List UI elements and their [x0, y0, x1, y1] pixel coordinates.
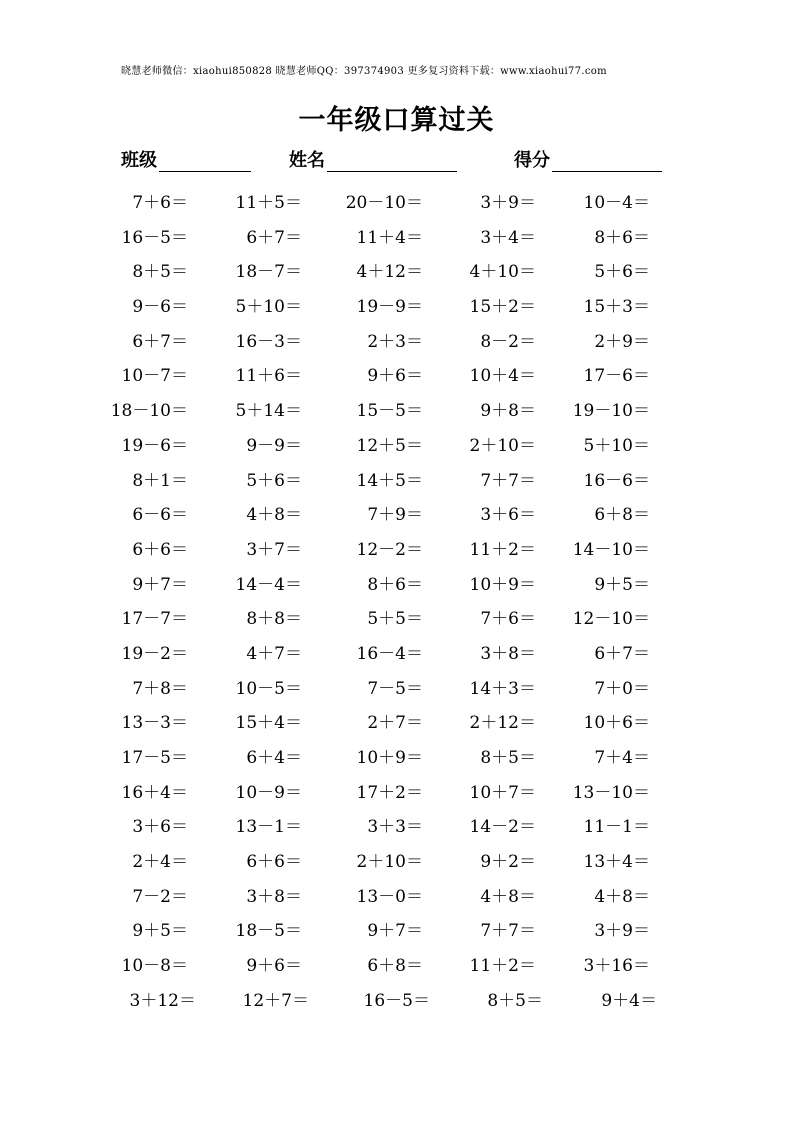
- problem-cell: 16－5＝: [121, 227, 188, 248]
- problem-cell: 19－2＝: [121, 643, 188, 664]
- problem-cell: 14－4＝: [235, 574, 302, 595]
- problem-cell: 7－2＝: [132, 886, 188, 907]
- problem-row: [0, 466, 793, 501]
- problem-cell: 11－1＝: [583, 817, 650, 838]
- problem-cell: 15＋4＝: [235, 713, 302, 734]
- problem-row: [0, 778, 793, 813]
- problem-cell: 16－5＝: [363, 990, 430, 1011]
- problem-row: [0, 431, 793, 466]
- score-field: [514, 146, 662, 172]
- name-blank-line[interactable]: [327, 151, 457, 172]
- problem-cell: 3＋8＝: [246, 886, 302, 907]
- problem-cell: 8＋5＝: [480, 748, 536, 768]
- problem-row: [0, 396, 793, 431]
- problem-cell: 9＋2＝: [480, 852, 536, 873]
- problem-cell: 13－0＝: [356, 886, 423, 907]
- problem-grid: [0, 188, 793, 1021]
- problem-cell: 17－5＝: [121, 748, 188, 768]
- problem-cell: 6＋6＝: [132, 539, 188, 560]
- problem-cell: 7＋4＝: [594, 748, 650, 768]
- problem-cell: 10－9＝: [235, 782, 302, 803]
- problem-row: [0, 500, 793, 535]
- problem-row: [0, 257, 793, 292]
- problem-cell: 4＋8＝: [480, 886, 536, 907]
- problem-cell: 13＋4＝: [583, 852, 650, 873]
- problem-cell: 20－10＝: [345, 193, 423, 213]
- problem-cell: 8＋5＝: [487, 990, 543, 1011]
- problem-cell: 16－6＝: [583, 470, 650, 491]
- problem-cell: 10＋7＝: [469, 782, 536, 803]
- problem-cell: 17＋2＝: [356, 782, 423, 803]
- problem-cell: 3＋6＝: [480, 505, 536, 526]
- problem-cell: 6＋6＝: [246, 852, 302, 873]
- problem-cell: 8＋5＝: [132, 262, 188, 283]
- problem-row: [0, 292, 793, 327]
- problem-cell: 19－9＝: [356, 297, 423, 318]
- problem-cell: 9＋7＝: [132, 574, 188, 595]
- problem-cell: 8＋6＝: [594, 227, 650, 248]
- problem-cell: 4＋10＝: [469, 262, 536, 283]
- problem-cell: 4＋8＝: [594, 886, 650, 907]
- problem-cell: 10＋9＝: [469, 574, 536, 595]
- problem-cell: 5＋6＝: [594, 262, 650, 283]
- problem-cell: 7＋6＝: [132, 193, 188, 213]
- problem-row: [0, 327, 793, 362]
- page-title: 一年级口算过关: [298, 105, 495, 136]
- problem-cell: 10＋4＝: [469, 366, 536, 387]
- problem-cell: 15－5＝: [356, 401, 423, 422]
- problem-cell: 10－4＝: [583, 193, 650, 213]
- problem-cell: 3＋9＝: [594, 921, 650, 942]
- problem-cell: 13－10＝: [572, 782, 650, 803]
- problem-row: [0, 847, 793, 882]
- problem-cell: 4＋8＝: [246, 505, 302, 526]
- problem-row: [0, 951, 793, 986]
- problem-cell: 9＋6＝: [367, 366, 423, 387]
- problem-cell: 9＋5＝: [132, 921, 188, 942]
- problem-row: [0, 743, 793, 778]
- problem-cell: 3＋8＝: [480, 643, 536, 664]
- problem-row: [0, 882, 793, 917]
- problem-row: [0, 361, 793, 396]
- score-label: 得分: [514, 150, 550, 171]
- problem-cell: 15＋3＝: [583, 297, 650, 318]
- problem-row: [0, 188, 793, 223]
- problem-row: [0, 604, 793, 639]
- problem-cell: 11＋2＝: [469, 956, 536, 977]
- problem-cell: 18－10＝: [110, 401, 188, 422]
- problem-cell: 9＋5＝: [594, 574, 650, 595]
- problem-cell: 4＋12＝: [356, 262, 423, 283]
- class-blank-line[interactable]: [159, 151, 251, 172]
- problem-cell: 2＋12＝: [469, 713, 536, 734]
- problem-cell: 8－2＝: [480, 331, 536, 352]
- problem-cell: 12＋7＝: [242, 990, 309, 1011]
- problem-cell: 17－7＝: [121, 609, 188, 630]
- problem-cell: 10＋6＝: [583, 713, 650, 734]
- problem-cell: 9＋4＝: [601, 990, 657, 1011]
- problem-row: [0, 708, 793, 743]
- problem-row: [0, 223, 793, 258]
- problem-cell: 3＋7＝: [246, 539, 302, 560]
- problem-cell: 9－9＝: [246, 435, 302, 456]
- problem-cell: 6＋7＝: [132, 331, 188, 352]
- problem-cell: 7＋8＝: [132, 678, 188, 699]
- problem-cell: 3＋9＝: [480, 193, 536, 213]
- problem-cell: 18－5＝: [235, 921, 302, 942]
- problem-cell: 3＋12＝: [129, 990, 196, 1011]
- problem-cell: 5＋10＝: [583, 435, 650, 456]
- problem-cell: 2＋10＝: [356, 852, 423, 873]
- problem-cell: 18－7＝: [235, 262, 302, 283]
- problem-cell: 7＋7＝: [480, 470, 536, 491]
- problem-cell: 6＋8＝: [367, 956, 423, 977]
- problem-cell: 9＋6＝: [246, 956, 302, 977]
- problem-cell: 14－2＝: [469, 817, 536, 838]
- problem-row: [0, 570, 793, 605]
- problem-row: [0, 916, 793, 951]
- name-label: 姓名: [289, 150, 325, 171]
- problem-cell: 16－4＝: [356, 643, 423, 664]
- problem-cell: 2＋10＝: [469, 435, 536, 456]
- problem-cell: 16＋4＝: [121, 782, 188, 803]
- problem-cell: 5＋6＝: [246, 470, 302, 491]
- header-contact-note: 晓慧老师微信：xiaohui850828 晓慧老师QQ：397374903 更多复习资料下载：www.xiaohui77.com: [121, 66, 607, 77]
- class-label: 班级: [121, 150, 157, 171]
- problem-cell: 6＋7＝: [594, 643, 650, 664]
- name-field: [289, 146, 457, 172]
- problem-cell: 6－6＝: [132, 505, 188, 526]
- problem-cell: 9＋7＝: [367, 921, 423, 942]
- problem-cell: 11＋2＝: [469, 539, 536, 560]
- problem-cell: 7＋6＝: [480, 609, 536, 630]
- problem-cell: 3＋3＝: [367, 817, 423, 838]
- problem-cell: 2＋9＝: [594, 331, 650, 352]
- problem-cell: 2＋3＝: [367, 331, 423, 352]
- problem-cell: 17－6＝: [583, 366, 650, 387]
- problem-cell: 9＋8＝: [480, 401, 536, 422]
- problem-cell: 7＋9＝: [367, 505, 423, 526]
- problem-cell: 11＋6＝: [235, 366, 302, 387]
- problem-cell: 9－6＝: [132, 297, 188, 318]
- problem-cell: 10－8＝: [121, 956, 188, 977]
- problem-cell: 7＋7＝: [480, 921, 536, 942]
- problem-cell: 15＋2＝: [469, 297, 536, 318]
- problem-row: [0, 535, 793, 570]
- problem-cell: 12－10＝: [572, 609, 650, 630]
- problem-cell: 2＋7＝: [367, 713, 423, 734]
- problem-cell: 12－2＝: [356, 539, 423, 560]
- score-blank-line[interactable]: [552, 151, 662, 172]
- problem-cell: 5＋10＝: [235, 297, 302, 318]
- problem-cell: 7－5＝: [367, 678, 423, 699]
- problem-cell: 8＋8＝: [246, 609, 302, 630]
- problem-cell: 3＋4＝: [480, 227, 536, 248]
- class-field: [121, 146, 251, 172]
- problem-cell: 7＋0＝: [594, 678, 650, 699]
- problem-cell: 5＋14＝: [235, 401, 302, 422]
- problem-cell: 4＋7＝: [246, 643, 302, 664]
- problem-cell: 16－3＝: [235, 331, 302, 352]
- problem-cell: 3＋6＝: [132, 817, 188, 838]
- problem-cell: 8＋1＝: [132, 470, 188, 491]
- problem-cell: 19－10＝: [572, 401, 650, 422]
- problem-cell: 11＋5＝: [235, 193, 302, 213]
- problem-cell: 10－5＝: [235, 678, 302, 699]
- problem-cell: 19－6＝: [121, 435, 188, 456]
- problem-cell: 11＋4＝: [356, 227, 423, 248]
- problem-cell: 6＋7＝: [246, 227, 302, 248]
- problem-cell: 2＋4＝: [132, 852, 188, 873]
- problem-cell: 13－1＝: [235, 817, 302, 838]
- problem-row: [0, 986, 793, 1021]
- problem-cell: 8＋6＝: [367, 574, 423, 595]
- problem-cell: 14－10＝: [572, 539, 650, 560]
- problem-cell: 3＋16＝: [583, 956, 650, 977]
- problem-row: [0, 812, 793, 847]
- problem-cell: 6＋8＝: [594, 505, 650, 526]
- problem-row: [0, 674, 793, 709]
- problem-cell: 10＋9＝: [356, 748, 423, 768]
- problem-row: [0, 639, 793, 674]
- problem-cell: 5＋5＝: [367, 609, 423, 630]
- problem-cell: 14＋5＝: [356, 470, 423, 491]
- problem-cell: 14＋3＝: [469, 678, 536, 699]
- problem-cell: 12＋5＝: [356, 435, 423, 456]
- problem-cell: 6＋4＝: [246, 748, 302, 768]
- problem-cell: 10－7＝: [121, 366, 188, 387]
- problem-cell: 13－3＝: [121, 713, 188, 734]
